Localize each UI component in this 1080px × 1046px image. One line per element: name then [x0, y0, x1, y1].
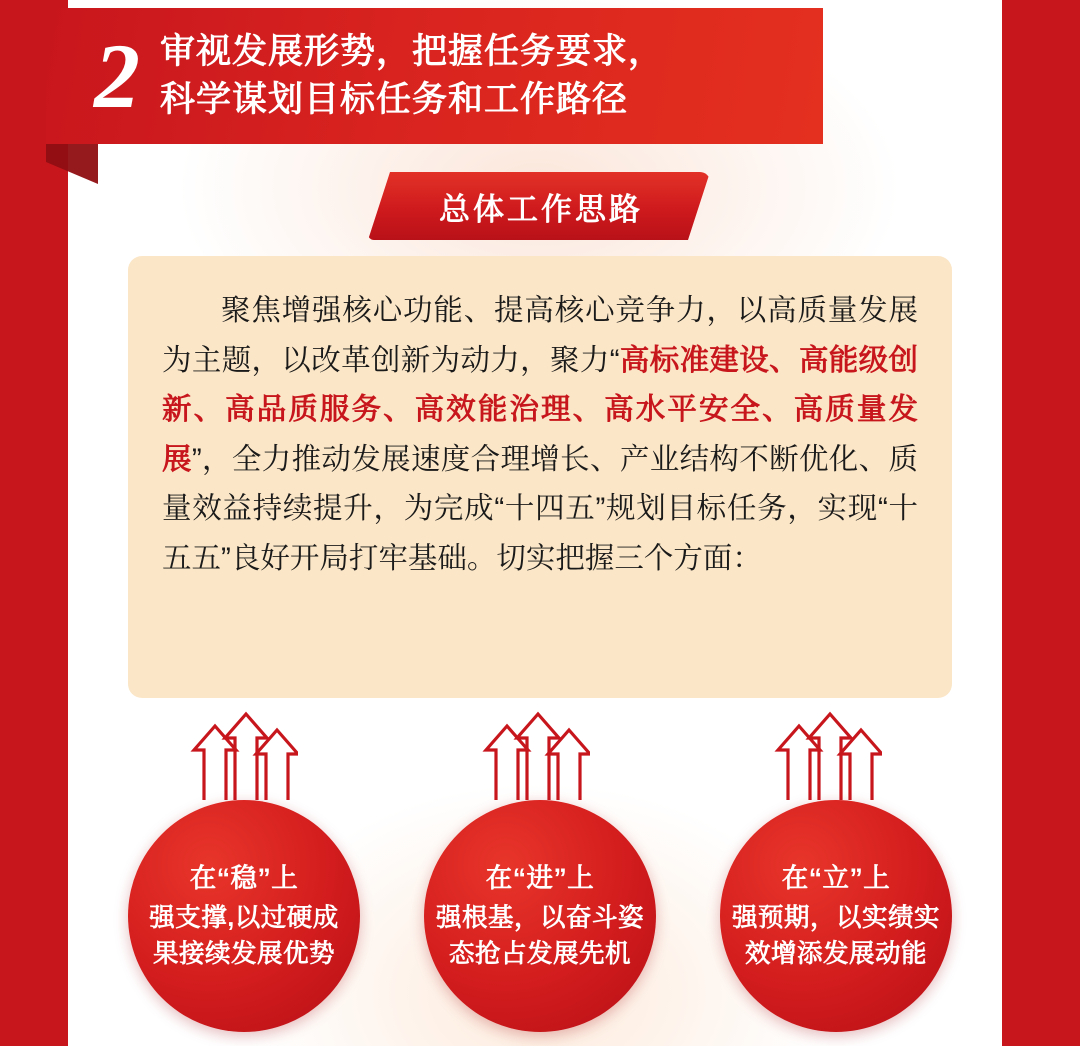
circle-2-line-3: 态抢占发展先机: [448, 939, 631, 968]
arrow-up-icon-2: [480, 704, 590, 800]
circle-3-line-2: 强预期，以实绩实: [731, 903, 940, 932]
header-banner: [46, 8, 823, 144]
right-edge-gap: [988, 0, 1002, 1046]
circle-1-line-1: 在“稳”上: [189, 862, 299, 893]
header-title: [160, 28, 664, 125]
circle-3-line-1: 在“立”上: [781, 862, 891, 893]
ribbon-label: 总体工作思路: [439, 191, 643, 227]
section-number: 2: [94, 25, 138, 127]
circle-2-line-2: 强根基，以奋斗姿: [435, 903, 644, 932]
overview-text-card: [128, 256, 952, 698]
overview-paragraph: [162, 286, 918, 583]
header-title-line2: 科学谋划目标任务和工作路径: [160, 80, 629, 119]
circle-row: [128, 800, 952, 1032]
circle-item-1: [128, 800, 360, 1032]
paragraph-segment-1: 聚焦增强核心功能、提高核心竞争力，以高质量发展为主题，以改革创新为动力，聚力“: [162, 294, 918, 377]
circle-item-2: [424, 800, 656, 1032]
circle-2-line-1: 在“进”上: [485, 862, 595, 893]
section-ribbon: [368, 172, 710, 240]
right-edge-bar: [1002, 0, 1080, 1046]
circle-item-3: [720, 800, 952, 1032]
arrow-row: [128, 704, 952, 800]
arrow-up-icon-3: [772, 704, 882, 800]
circle-3-line-3: 效增添发展动能: [744, 939, 927, 968]
circle-1-line-2: 强支撑,以过硬成: [149, 903, 339, 932]
arrow-up-icon-1: [188, 704, 298, 800]
header-title-line1: 审视发展形势，把握任务要求，: [160, 31, 665, 71]
paragraph-segment-2: ”，全力推动发展速度合理增长、产业结构不断优化、质量效益持续提升，为完成“十四五”规划目标任务，实现“十五五”良好开局打牢基础。切实把握三个方面：: [162, 442, 918, 575]
circle-1-line-3: 果接续发展优势: [152, 939, 335, 968]
paragraph-highlight: 高标准建设、高能级创新、高品质服务、高效能治理、高水平安全、高质量发展: [162, 343, 918, 476]
